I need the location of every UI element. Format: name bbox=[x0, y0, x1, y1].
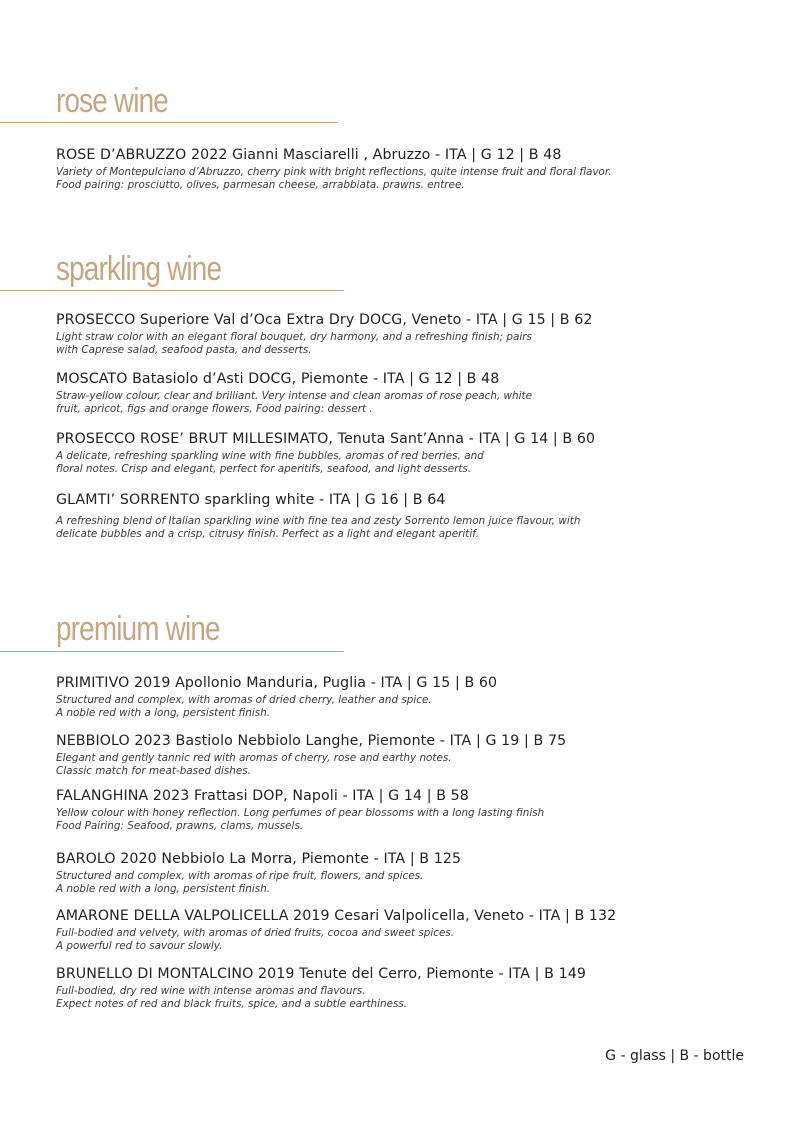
item-description: Structured and complex, with aromas of dried cherry, leather and spice. A noble red with a long, persistent finish. bbox=[56, 694, 432, 719]
section-divider bbox=[0, 122, 338, 123]
item-name: FALANGHINA 2023 Frattasi DOP, Napoli - ITA | G 14 | B 58 bbox=[56, 788, 469, 804]
item-name: PRIMITIVO 2019 Apollonio Manduria, Puglia - ITA | G 15 | B 60 bbox=[56, 675, 498, 691]
item-description: A refreshing blend of Italian sparkling wine with fine tea and zesty Sorrento lemon juice flavour, with delicate bubbles and a crisp, citrusy finish. Perfect as a light and elegant aperitif. bbox=[56, 515, 581, 540]
section-title-rose-wine: rose wine bbox=[56, 82, 168, 120]
item-description: Structured and complex, with aromas of ripe fruit, flowers, and spices. A noble red with a long, persistent finish. bbox=[56, 870, 424, 895]
item-description: Elegant and gently tannic red with aromas of cherry, rose and earthy notes. Classic match for meat-based dishes. bbox=[56, 752, 452, 777]
section-title-sparkling-wine: sparkling wine bbox=[56, 250, 222, 288]
menu-item bbox=[56, 732, 756, 777]
section-divider bbox=[0, 290, 344, 291]
menu-item bbox=[56, 965, 756, 1010]
item-name: NEBBIOLO 2023 Bastiolo Nebbiolo Langhe, Piemonte - ITA | G 19 | B 75 bbox=[56, 733, 567, 749]
item-name: PROSECCO Superiore Val d’Oca Extra Dry DOCG, Veneto - ITA | G 15 | B 62 bbox=[56, 312, 593, 328]
item-name: PROSECCO ROSE’ BRUT MILLESIMATO, Tenuta Sant’Anna - ITA | G 14 | B 60 bbox=[56, 431, 596, 447]
item-name: GLAMTI’ SORRENTO sparkling white - ITA | G 16 | B 64 bbox=[56, 492, 446, 508]
item-description: Yellow colour with honey reflection. Long perfumes of pear blossoms with a long lasting finish Food Pairing: Seafood, prawns, clams, mussels. bbox=[56, 807, 545, 832]
section-title-premium-wine: premium wine bbox=[56, 610, 220, 648]
menu-item bbox=[56, 146, 756, 191]
price-legend: G - glass | B - bottle bbox=[605, 1048, 744, 1064]
menu-item bbox=[56, 370, 756, 415]
menu-item bbox=[56, 907, 756, 952]
menu-item bbox=[56, 491, 756, 540]
item-description: Full-bodied and velvety, with aromas of dried fruits, cocoa and sweet spices. A powerful red to savour slowly. bbox=[56, 927, 455, 952]
item-name: AMARONE DELLA VALPOLICELLA 2019 Cesari Valpolicella, Veneto - ITA | B 132 bbox=[56, 908, 617, 924]
menu-item bbox=[56, 850, 756, 895]
item-name: MOSCATO Batasiolo d’Asti DOCG, Piemonte - ITA | G 12 | B 48 bbox=[56, 371, 500, 387]
menu-item bbox=[56, 430, 756, 475]
item-description: Variety of Montepulciano d’Abruzzo, cherry pink with bright reflections, quite intense fruit and floral flavor. Food pairing: prosciutto, olives, parmesan cheese, arrabbiata. prawns. entree. bbox=[56, 166, 612, 191]
menu-item bbox=[56, 787, 756, 832]
item-name: BAROLO 2020 Nebbiolo La Morra, Piemonte - ITA | B 125 bbox=[56, 851, 462, 867]
section-divider bbox=[0, 651, 344, 652]
item-description: Straw-yellow colour, clear and brilliant. Very intense and clean aromas of rose peach, white fruit, apricot, figs and orange flowers, Food pairing: dessert . bbox=[56, 390, 532, 415]
item-description: Light straw color with an elegant floral bouquet, dry harmony, and a refreshing finish; pairs with Caprese salad, seafood pasta, and desserts. bbox=[56, 331, 532, 356]
item-description: A delicate, refreshing sparkling wine with fine bubbles, aromas of red berries, and floral notes. Crisp and elegant, perfect for aperitifs, seafood, and light desserts. bbox=[56, 450, 484, 475]
item-name: BRUNELLO DI MONTALCINO 2019 Tenute del Cerro, Piemonte - ITA | B 149 bbox=[56, 966, 586, 982]
item-name: ROSE D’ABRUZZO 2022 Gianni Masciarelli , Abruzzo - ITA | G 12 | B 48 bbox=[56, 147, 562, 163]
menu-item bbox=[56, 674, 756, 719]
menu-item bbox=[56, 311, 756, 356]
item-description: Full-bodied, dry red wine with intense aromas and flavours. Expect notes of red and black fruits, spice, and a subtle earthiness. bbox=[56, 985, 408, 1010]
